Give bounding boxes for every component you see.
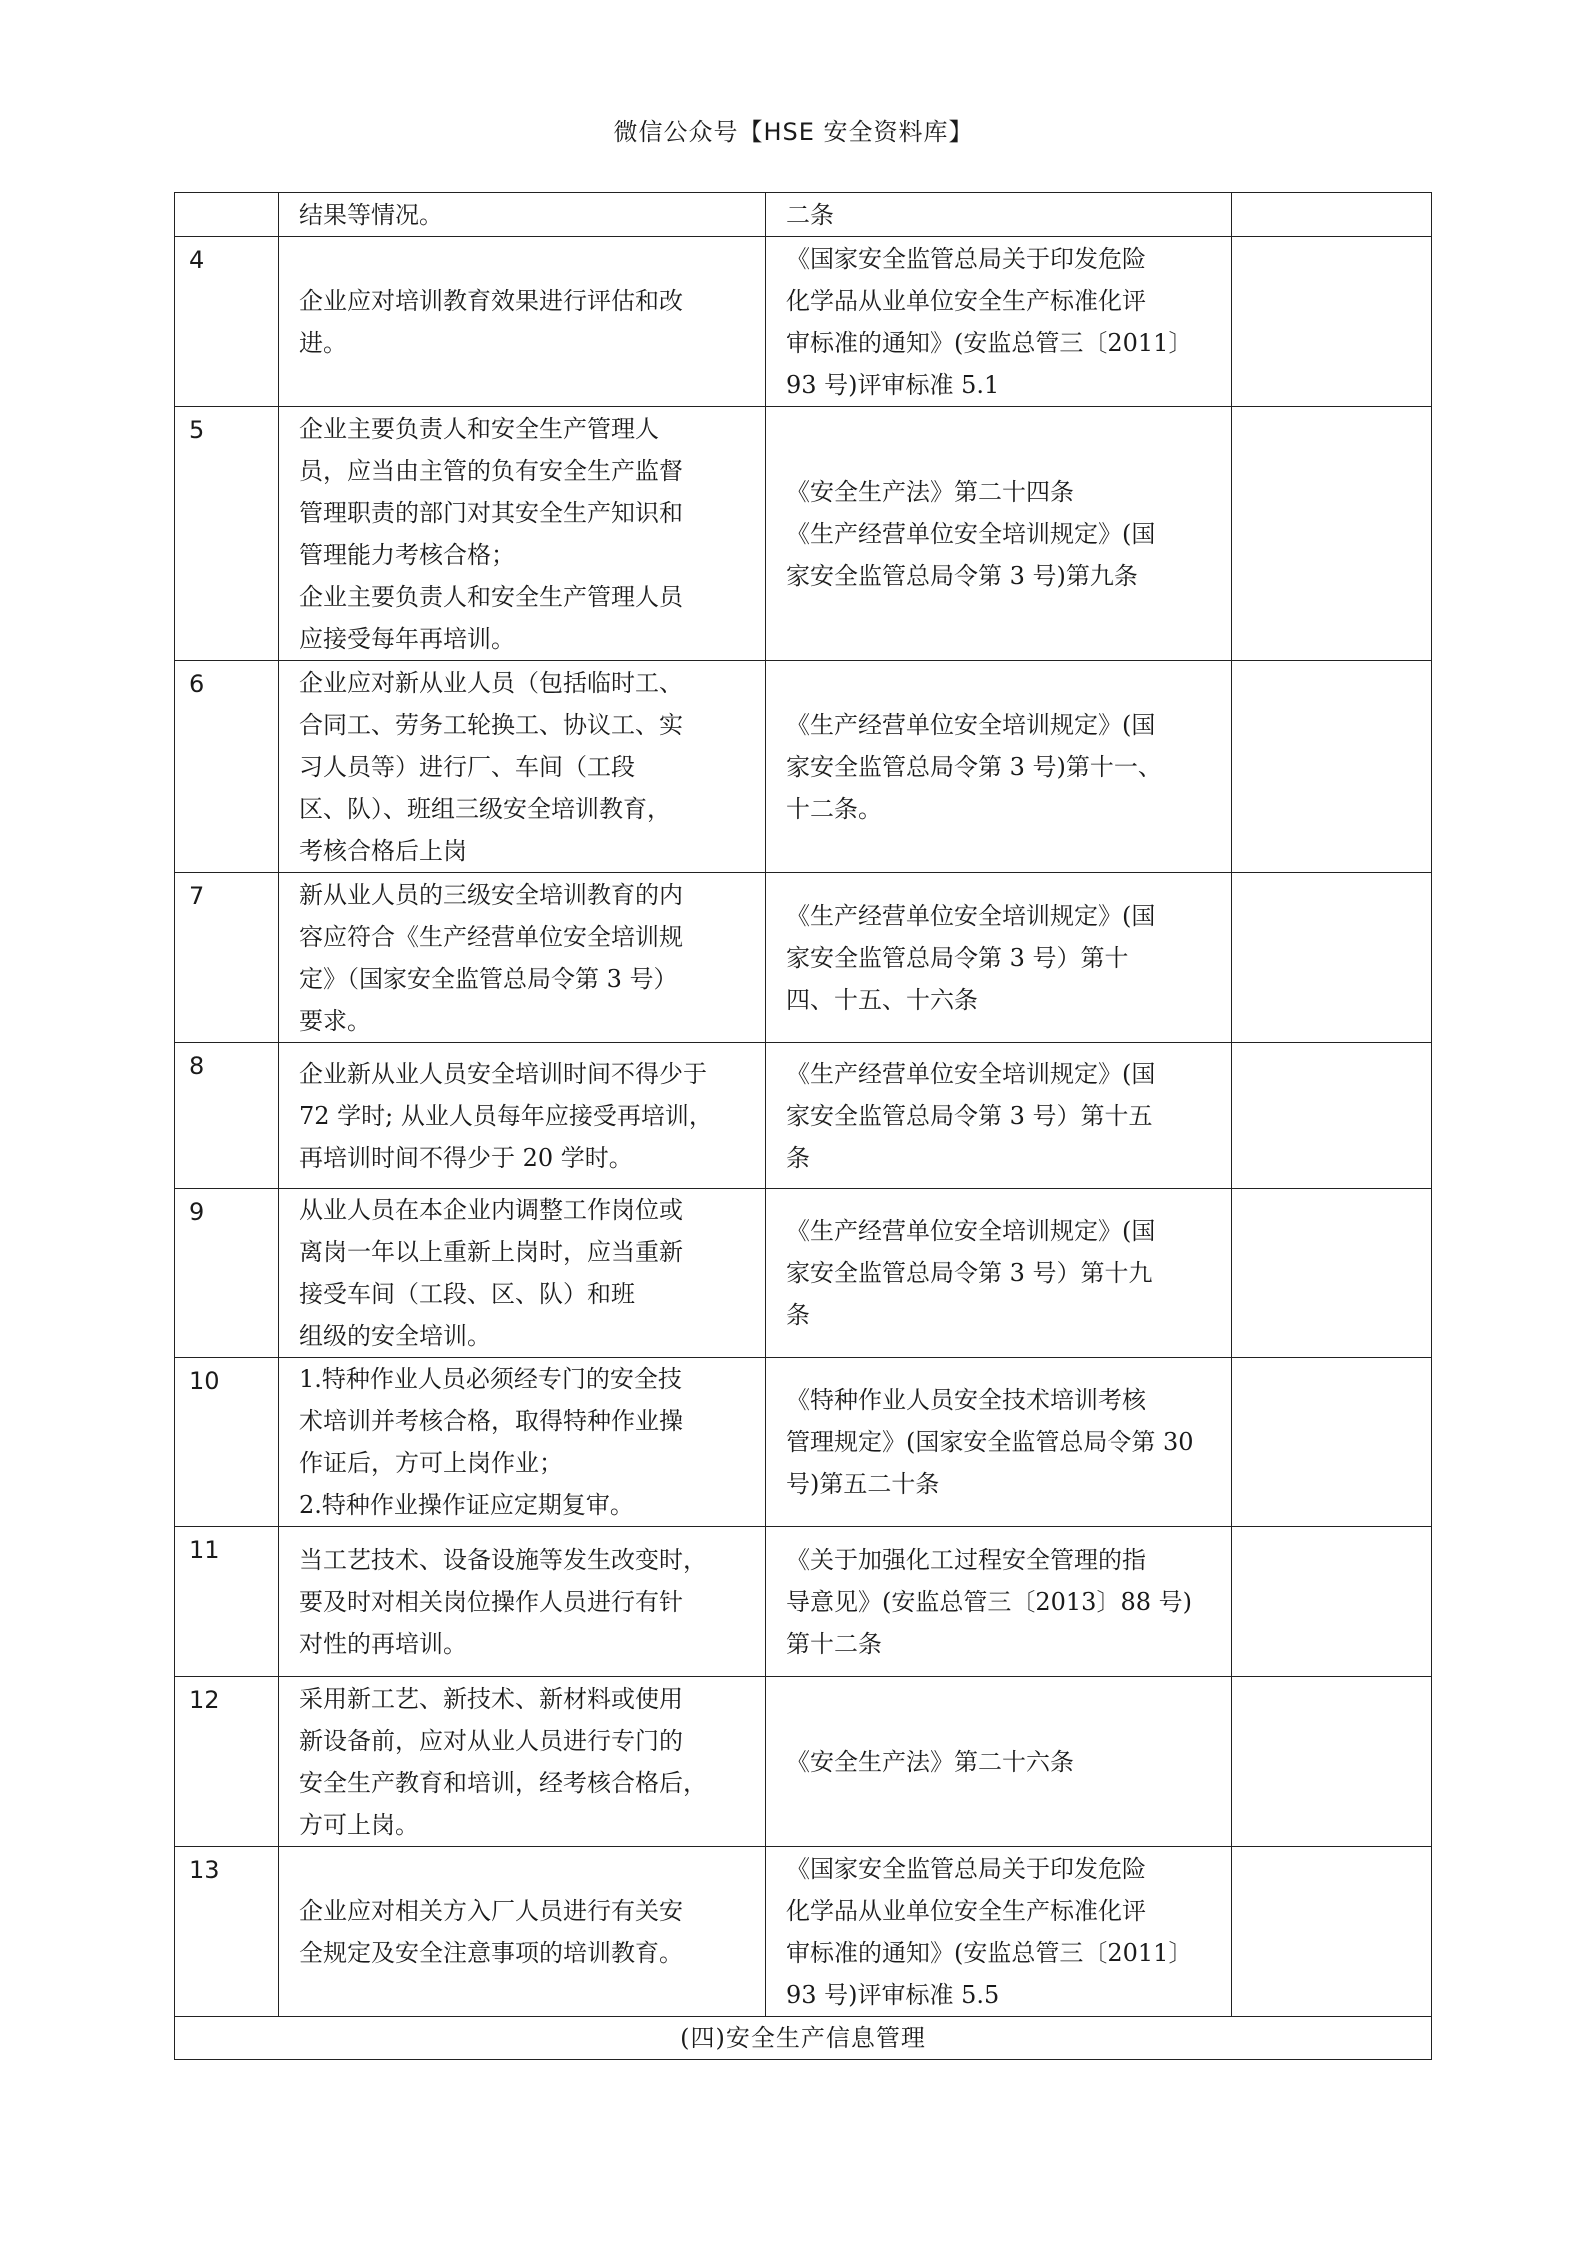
basis-cell [766, 237, 1232, 407]
row-number: 8 [189, 1052, 205, 1080]
requirement-line: 2.特种作业操作证应定期复审。 [299, 1491, 634, 1519]
requirement-line: 企业应对新从业人员（包括临时工、 [299, 668, 683, 697]
remarks-cell [1232, 1043, 1432, 1189]
row-number: 7 [189, 882, 205, 910]
basis-line: 家安全监管总局令第 3 号）第十九 [786, 1259, 1153, 1287]
basis-cell [766, 407, 1232, 661]
requirement-line: 1.特种作业人员必须经专门的安全技 [299, 1365, 682, 1393]
basis-line: 《生产经营单位安全培训规定》(国 [786, 519, 1156, 548]
basis-line: 四、十五、十六条 [786, 985, 978, 1014]
basis-line: 家安全监管总局令第 3 号）第十五 [786, 1101, 1153, 1130]
table-row [175, 1358, 1432, 1527]
requirement-line: 接受车间（工段、区、队）和班 [299, 1280, 635, 1308]
row-number-cell [175, 1043, 279, 1189]
basis-line: 第十二条 [786, 1629, 882, 1658]
requirement-line: 要求。 [299, 1006, 371, 1035]
basis-line: 审标准的通知》(安监总管三〔2011〕 [786, 1938, 1193, 1967]
requirement-line: 企业新从业人员安全培训时间不得少于 [299, 1059, 707, 1088]
row-number: 6 [189, 670, 205, 698]
remarks-cell [1232, 1527, 1432, 1677]
remarks-cell [1232, 873, 1432, 1043]
requirement-cell [279, 1043, 766, 1189]
requirement-line: 企业应对培训教育效果进行评估和改 [299, 286, 683, 315]
row-number: 9 [189, 1198, 205, 1226]
row-number: 5 [189, 416, 205, 444]
page-header: 微信公众号【HSE 安全资料库】 [613, 118, 974, 146]
basis-line: 《安全生产法》第二十六条 [786, 1747, 1074, 1776]
requirement-line: 方可上岗。 [299, 1810, 419, 1839]
row-number: 11 [189, 1536, 220, 1564]
row-number: 10 [189, 1367, 220, 1395]
basis-line: 《安全生产法》第二十四条 [786, 477, 1074, 506]
basis-cell [766, 661, 1232, 873]
row-number-cell [175, 237, 279, 407]
basis-line: 《生产经营单位安全培训规定》(国 [786, 1059, 1156, 1088]
remarks-cell [1232, 237, 1432, 407]
requirement-cell [279, 193, 766, 237]
requirement-line: 新设备前，应对从业人员进行专门的 [299, 1726, 683, 1755]
basis-cell [766, 1677, 1232, 1847]
basis-line: 《国家安全监管总局关于印发危险 [786, 244, 1146, 273]
requirement-line: 合同工、劳务工轮换工、协议工、实 [299, 710, 683, 739]
remarks-cell [1232, 1358, 1432, 1527]
requirement-line: 区、队）、班组三级安全培训教育， [299, 794, 671, 823]
basis-line: 家安全监管总局令第 3 号)第十一、 [786, 752, 1162, 781]
requirement-line: 结果等情况。 [299, 200, 443, 229]
section-row [175, 2017, 1432, 2060]
basis-cell [766, 1189, 1232, 1358]
requirement-cell [279, 1677, 766, 1847]
basis-line: 《关于加强化工过程安全管理的指 [786, 1545, 1146, 1574]
remarks-cell [1232, 407, 1432, 661]
basis-line: 条 [786, 1301, 810, 1329]
requirement-line: 安全生产教育和培训，经考核合格后， [299, 1768, 707, 1797]
row-number-cell [175, 1189, 279, 1358]
basis-line: 号)第五二十条 [786, 1470, 940, 1498]
basis-line: 化学品从业单位安全生产标准化评 [786, 1896, 1146, 1925]
table-row [175, 1043, 1432, 1189]
basis-line: 《生产经营单位安全培训规定》(国 [786, 710, 1156, 739]
requirement-cell [279, 1847, 766, 2017]
remarks-cell [1232, 1847, 1432, 2017]
table-row [175, 407, 1432, 661]
remarks-cell [1232, 1677, 1432, 1847]
requirement-line: 组级的安全培训。 [299, 1322, 491, 1350]
basis-line: 《生产经营单位安全培训规定》(国 [786, 1217, 1156, 1245]
requirement-line: 要及时对相关岗位操作人员进行有针 [299, 1587, 683, 1616]
requirement-line: 考核合格后上岗 [299, 836, 467, 865]
requirement-line: 从业人员在本企业内调整工作岗位或 [299, 1196, 683, 1224]
basis-line: 条 [786, 1143, 810, 1172]
requirement-cell [279, 1358, 766, 1527]
section-title: (四)安全生产信息管理 [175, 2017, 1432, 2060]
requirement-line: 进。 [299, 328, 347, 357]
basis-line: 《特种作业人员安全技术培训考核 [786, 1386, 1146, 1414]
basis-cell [766, 1043, 1232, 1189]
requirement-line: 全规定及安全注意事项的培训教育。 [299, 1938, 683, 1967]
remarks-cell [1232, 193, 1432, 237]
basis-line: 导意见》(安监总管三〔2013〕88 号) [786, 1587, 1192, 1616]
table-body [175, 193, 1432, 2060]
table-row [175, 661, 1432, 873]
basis-line: 管理规定》(国家安全监管总局令第 30 [786, 1428, 1194, 1456]
row-number-cell [175, 1847, 279, 2017]
basis-line: 《生产经营单位安全培训规定》(国 [786, 901, 1156, 930]
requirement-line: 离岗一年以上重新上岗时，应当重新 [299, 1238, 683, 1266]
table-row [175, 237, 1432, 407]
basis-cell [766, 1358, 1232, 1527]
requirement-cell [279, 1527, 766, 1677]
requirement-line: 作证后，方可上岗作业； [299, 1449, 563, 1477]
basis-line: 化学品从业单位安全生产标准化评 [786, 286, 1146, 315]
row-number-cell [175, 661, 279, 873]
requirement-line: 应接受每年再培训。 [299, 624, 515, 653]
row-number: 4 [189, 246, 205, 274]
table-row [175, 1847, 1432, 2017]
requirement-cell [279, 407, 766, 661]
requirement-line: 容应符合《生产经营单位安全培训规 [299, 922, 683, 951]
row-number-cell [175, 407, 279, 661]
basis-line: 二条 [786, 200, 834, 229]
requirement-line: 企业主要负责人和安全生产管理人员 [299, 582, 683, 611]
requirement-line: 采用新工艺、新技术、新材料或使用 [299, 1684, 683, 1713]
row-number-cell [175, 193, 279, 237]
row-number-cell [175, 1358, 279, 1527]
row-number-cell [175, 1527, 279, 1677]
basis-line: 家安全监管总局令第 3 号)第九条 [786, 561, 1138, 590]
row-number: 13 [189, 1856, 220, 1884]
basis-cell [766, 873, 1232, 1043]
basis-line: 93 号)评审标准 5.5 [786, 1980, 1000, 2009]
regulation-table [174, 192, 1432, 2060]
table-row [175, 1527, 1432, 1677]
requirement-line: 再培训时间不得少于 20 学时。 [299, 1143, 633, 1172]
table-row [175, 873, 1432, 1043]
table-row [175, 1677, 1432, 1847]
requirement-cell [279, 873, 766, 1043]
basis-cell [766, 1847, 1232, 2017]
requirement-line: 企业应对相关方入厂人员进行有关安 [299, 1896, 683, 1925]
basis-line: 《国家安全监管总局关于印发危险 [786, 1854, 1146, 1883]
requirement-line: 对性的再培训。 [299, 1629, 467, 1658]
remarks-cell [1232, 1189, 1432, 1358]
table-row [175, 193, 1432, 237]
requirement-line: 定》（国家安全监管总局令第 3 号） [299, 964, 678, 993]
remarks-cell [1232, 661, 1432, 873]
basis-line: 十二条。 [786, 794, 882, 823]
row-number: 12 [189, 1686, 220, 1714]
requirement-line: 当工艺技术、设备设施等发生改变时， [299, 1545, 707, 1574]
basis-line: 家安全监管总局令第 3 号）第十 [786, 943, 1129, 972]
requirement-line: 72 学时; 从业人员每年应接受再培训， [299, 1101, 713, 1130]
requirement-line: 管理能力考核合格； [299, 540, 515, 569]
requirement-line: 术培训并考核合格，取得特种作业操 [299, 1407, 683, 1435]
basis-line: 审标准的通知》(安监总管三〔2011〕 [786, 328, 1193, 357]
table-row [175, 1189, 1432, 1358]
row-number-cell [175, 873, 279, 1043]
basis-line: 93 号)评审标准 5.1 [786, 370, 1000, 399]
basis-cell [766, 193, 1232, 237]
requirement-line: 新从业人员的三级安全培训教育的内 [299, 880, 683, 909]
requirement-cell [279, 1189, 766, 1358]
requirement-line: 习人员等）进行厂、车间（工段 [299, 752, 635, 781]
requirement-cell [279, 237, 766, 407]
requirement-line: 企业主要负责人和安全生产管理人 [299, 414, 659, 443]
requirement-line: 员，应当由主管的负有安全生产监督 [299, 456, 683, 485]
requirement-cell [279, 661, 766, 873]
basis-cell [766, 1527, 1232, 1677]
row-number-cell [175, 1677, 279, 1847]
requirement-line: 管理职责的部门对其安全生产知识和 [299, 498, 683, 527]
